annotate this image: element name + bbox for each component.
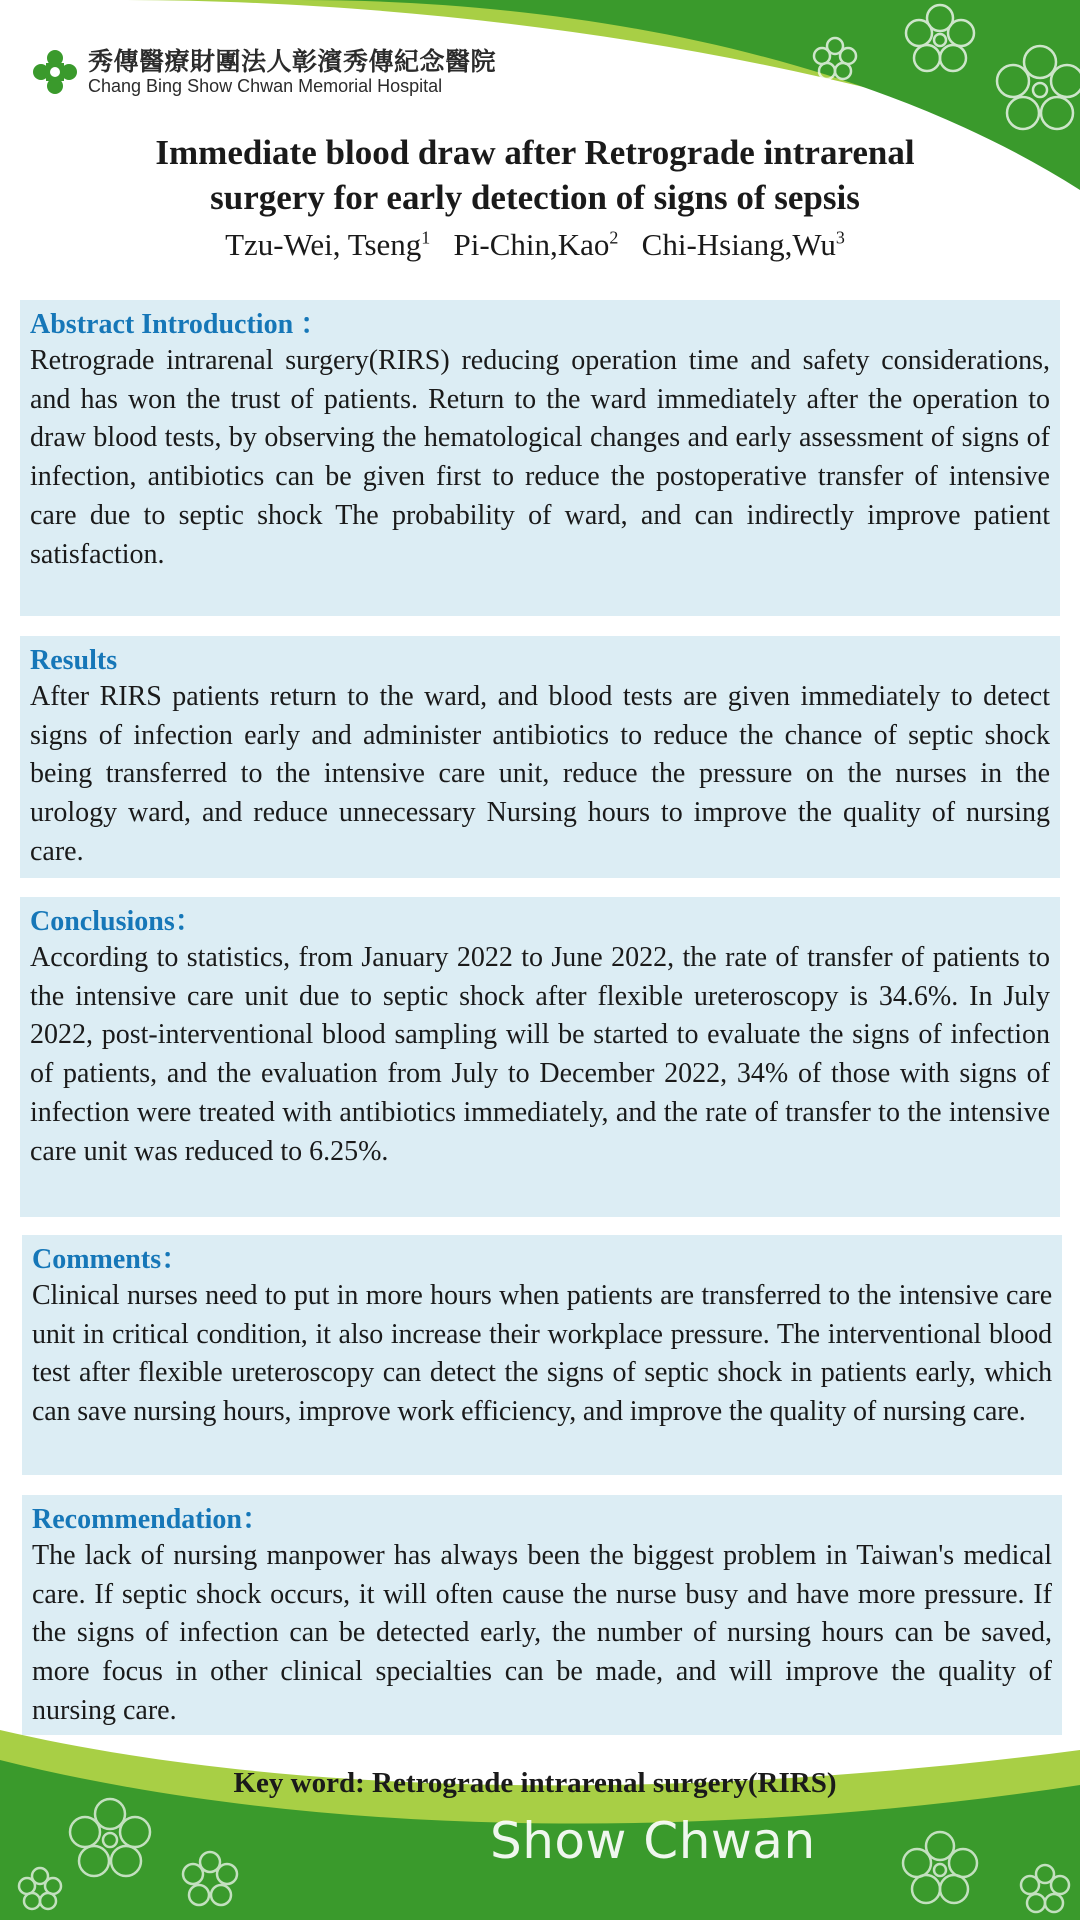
section-results — [20, 636, 1060, 878]
author-list — [60, 225, 1010, 265]
author-affiliation: 1 — [421, 227, 431, 248]
logo-chinese-name: 秀傳醫療財團法人彰濱秀傳紀念醫院 — [88, 47, 497, 76]
author-name: Pi-Chin,Kao — [453, 227, 610, 262]
section-body: Clinical nurses need to put in more hours when patients are transferred to the intensive care unit in critical condition, it also increase their workplace pressure. The interventional blood test after flexible ureteroscopy can detect the signs of septic shock in patients early, which can save nursing hours, improve work efficiency, and improve the quality of nursing care. — [32, 1280, 1052, 1428]
title-line-2: surgery for early detection of signs of sepsis — [210, 178, 860, 217]
section-heading: Results — [30, 645, 118, 676]
section-heading: Abstract Introduction ： — [30, 309, 329, 340]
section-heading: Recommendation： — [32, 1504, 270, 1535]
hospital-logo — [32, 48, 496, 96]
author-name: Tzu-Wei, Tseng — [225, 227, 422, 262]
show-chwan-wordmark: Show Chwan — [490, 1812, 816, 1870]
hospital-cross-logo-icon — [32, 49, 78, 95]
section-body: The lack of nursing manpower has always been the biggest problem in Taiwan's medical care. If septic shock occurs, it will often cause the nurse busy and have more pressure. If the signs of infection can be detected early, the number of nursing hours can be saved, more focus in other clinical specialties can be made, and will improve the quality of nursing care. — [32, 1540, 1052, 1726]
section-body: Retrograde intrarenal surgery(RIRS) reducing operation time and safety considerations, and has won the trust of patients. Return to the ward immediately after the operation to draw blood tests, by observing the hematological changes and early assessment of signs of infection, antibiotics can be given first to reduce the postoperative transfer of intensive care due to septic shock The probability of ward, and can indirectly improve patient satisfaction. — [30, 345, 1050, 570]
author-affiliation: 3 — [835, 227, 845, 248]
section-body: According to statistics, from January 2022 to June 2022, the rate of transfer of patients to the intensive care unit due to septic shock after flexible ureteroscopy is 34.6%. In July 2022, post-interventional blood sampling will be started to evaluate the signs of infection of patients, and the evaluation from July to December 2022, 34% of those with signs of infection were treated with antibiotics immediately, and the rate of transfer to the intensive care unit was reduced to 6.25%. — [30, 942, 1050, 1167]
poster-title — [60, 130, 1010, 220]
section-abstract-introduction — [20, 300, 1060, 616]
logo-text — [88, 48, 496, 96]
logo-english-name: Chang Bing Show Chwan Memorial Hospital — [88, 76, 443, 96]
author-name: Chi-Hsiang,Wu — [641, 227, 836, 262]
section-heading: Comments： — [32, 1244, 190, 1275]
title-line-1: Immediate blood draw after Retrograde intrarenal — [155, 133, 915, 172]
author-affiliation: 2 — [609, 227, 619, 248]
section-comments — [22, 1235, 1062, 1475]
section-conclusions — [20, 897, 1060, 1217]
bottom-green-wave-decoration — [0, 1690, 1080, 1920]
section-heading: Conclusions： — [30, 906, 203, 937]
section-body: After RIRS patients return to the ward, and blood tests are given immediately to detect signs of infection early and administer antibiotics to reduce the chance of septic shock being transferred to the intensive care unit, reduce the pressure on the nurses in the urology ward, and reduce unnecessary Nursing hours to improve the quality of nursing care. — [30, 681, 1050, 867]
keyword-line: Key word: Retrograde intrarenal surgery(RIRS) — [233, 1767, 837, 1799]
